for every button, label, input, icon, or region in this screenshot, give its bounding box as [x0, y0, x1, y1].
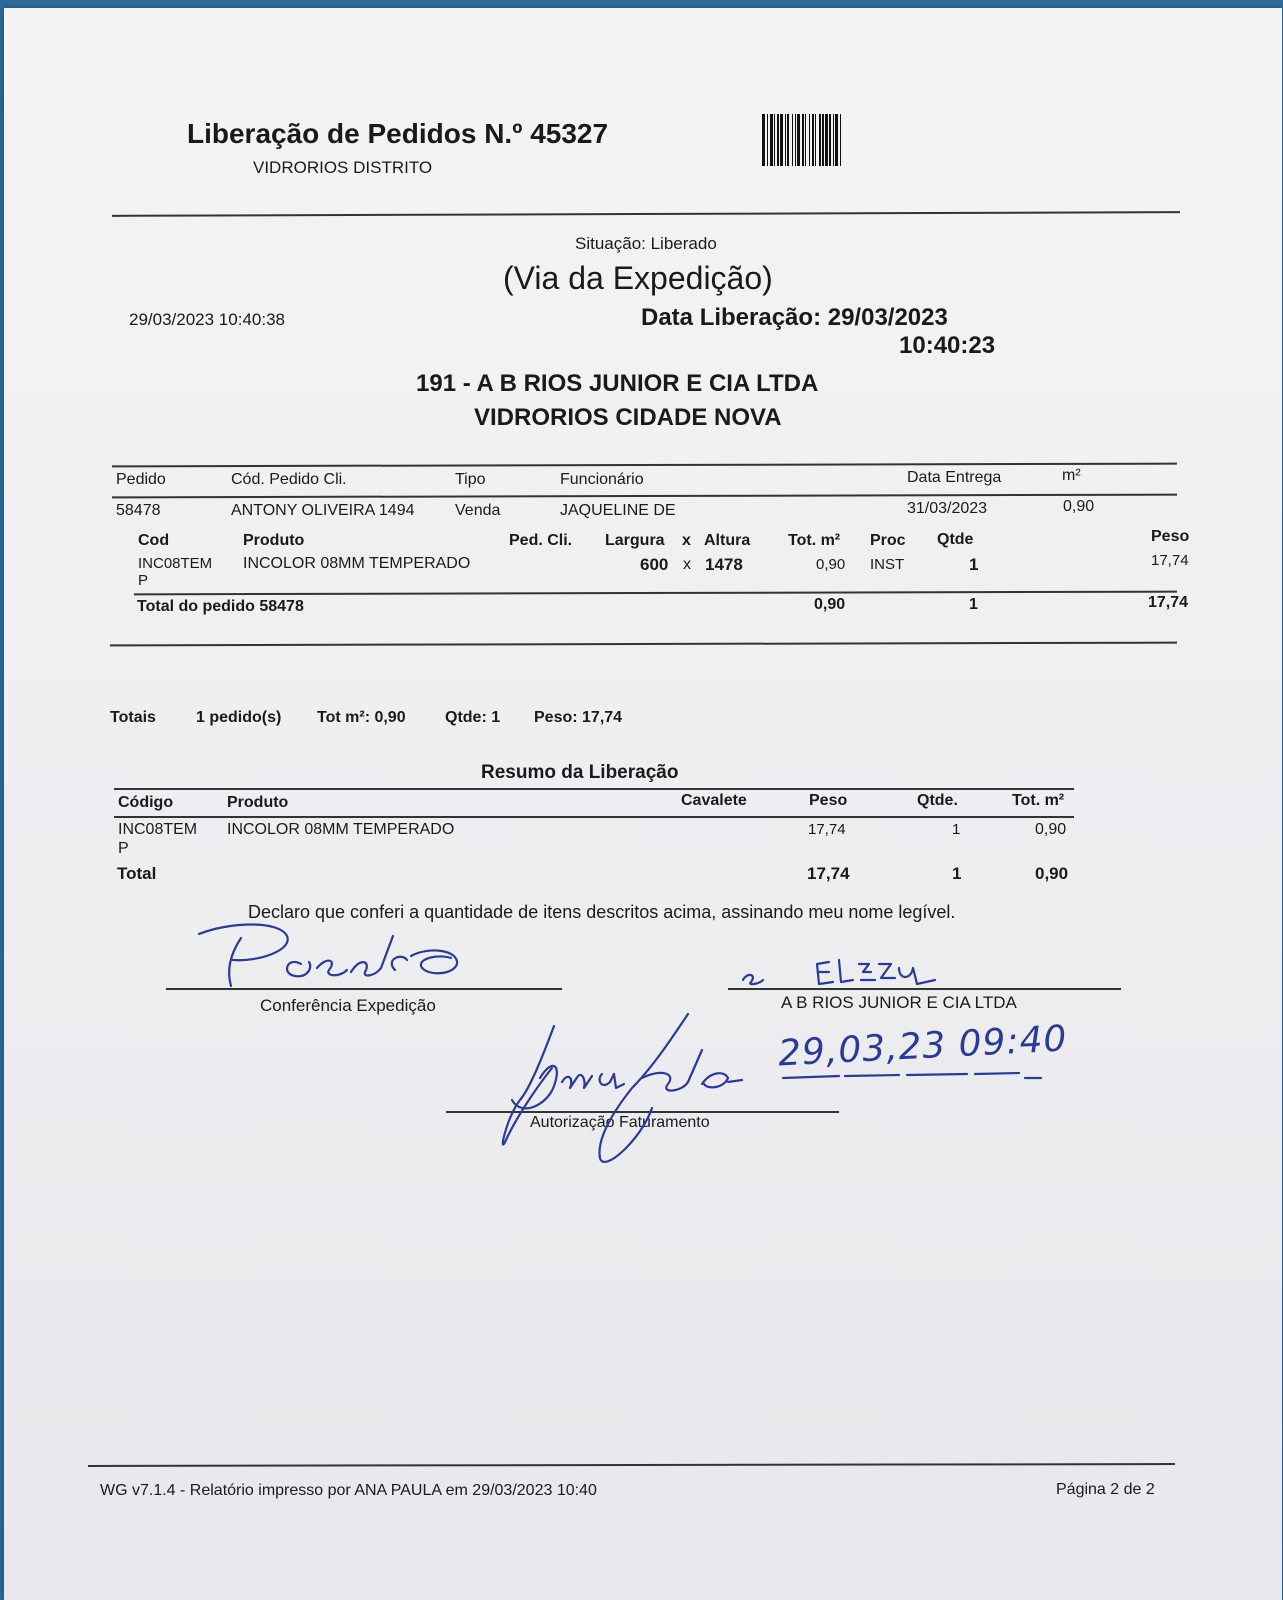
col-cod: Cod: [138, 532, 170, 549]
col-qtde: Qtde: [937, 531, 974, 548]
footer-line: [88, 1463, 1175, 1467]
signature-label-client: A B RIOS JUNIOR E CIA LTDA: [781, 993, 1017, 1012]
item-weight: 17,74: [1151, 552, 1189, 569]
item-width: 600: [640, 555, 669, 574]
summary-header-line: [114, 816, 1074, 818]
handwritten-date-underline: [779, 1070, 1079, 1084]
item-tot-m2: 0,90: [816, 556, 846, 573]
company-name: VIDRORIOS DISTRITO: [253, 158, 433, 177]
order-total-m2: 0,90: [814, 596, 846, 613]
item-height: 1478: [705, 555, 743, 574]
item-product: INCOLOR 08MM TEMPERADO: [243, 555, 471, 572]
col-tot-m2: Tot. m²: [788, 532, 841, 549]
summary-top-line: [114, 788, 1074, 790]
signature-label-autorizacao: Autorização Faturamento: [530, 1114, 710, 1131]
col-proc: Proc: [870, 532, 906, 549]
order-m2: 0,90: [1063, 498, 1095, 515]
summary-m2: 0,90: [1035, 821, 1067, 838]
summary-total-qty: 1: [952, 864, 962, 883]
totals-label: Totais: [110, 709, 156, 726]
item-code-line2: P: [138, 572, 149, 589]
status-text: Situação: Liberado: [575, 234, 717, 253]
item-proc: INST: [870, 556, 905, 573]
summary-product: INCOLOR 08MM TEMPERADO: [227, 821, 455, 838]
summary-col-peso: Peso: [809, 792, 848, 809]
col-funcionario: Funcionário: [560, 471, 644, 488]
summary-total-weight: 17,74: [807, 864, 850, 883]
signature-autorizacao: [492, 1008, 752, 1168]
via-label: (Via da Expedição): [503, 260, 773, 296]
col-tipo: Tipo: [455, 471, 486, 488]
totals-orders: 1 pedido(s): [196, 709, 282, 726]
footer-page-number: Página 2 de 2: [1056, 1481, 1155, 1498]
summary-col-produto: Produto: [227, 794, 289, 811]
col-data-entrega: Data Entrega: [907, 469, 1002, 486]
signature-label-conferencia: Conferência Expedição: [260, 996, 436, 1015]
totals-qty: Qtde: 1: [445, 709, 501, 726]
order-client-code: ANTONY OLIVEIRA 1494: [231, 502, 415, 519]
totals-m2: Tot m²: 0,90: [317, 709, 406, 726]
order-delivery-date: 31/03/2023: [907, 500, 988, 517]
document-page: [4, 8, 1282, 1600]
printed-datetime: 29/03/2023 10:40:38: [129, 310, 285, 329]
summary-col-qtde: Qtde.: [917, 792, 958, 809]
signature-client: [739, 954, 949, 994]
handwritten-date: 29,03,23 09:40: [777, 1018, 1069, 1075]
declaration-text: Declaro que conferi a quantidade de itens descritos acima, assinando meu nome legível.: [248, 902, 956, 922]
release-time: 10:40:23: [899, 332, 996, 359]
item-x: x: [683, 556, 691, 573]
col-m2: m²: [1062, 467, 1081, 484]
item-qty: 1: [969, 555, 979, 574]
col-ped-cli: Ped. Cli.: [509, 532, 573, 549]
order-employee: JAQUELINE DE: [560, 502, 676, 519]
order-total-weight: 17,74: [1148, 594, 1189, 611]
barcode: [762, 114, 956, 166]
item-code-line1: INC08TEM: [138, 555, 213, 572]
col-altura: Altura: [704, 532, 751, 549]
summary-col-tot-m2: Tot. m²: [1012, 792, 1065, 809]
col-largura: Largura: [605, 532, 665, 549]
client-name: 191 - A B RIOS JUNIOR E CIA LTDA: [416, 370, 819, 397]
items-bottom-line: [110, 642, 1177, 647]
col-produto: Produto: [243, 532, 305, 549]
header-divider: [112, 211, 1180, 217]
release-date: Data Liberação: 29/03/2023: [641, 304, 948, 331]
col-cod-pedido-cli: Cód. Pedido Cli.: [231, 471, 347, 488]
col-pedido: Pedido: [116, 471, 166, 488]
summary-col-codigo: Código: [118, 794, 174, 811]
order-type: Venda: [455, 502, 501, 519]
summary-qty: 1: [952, 821, 961, 838]
order-table-top-line: [112, 463, 1177, 468]
order-total-qty: 1: [969, 596, 978, 613]
summary-weight: 17,74: [808, 821, 846, 838]
summary-total-m2: 0,90: [1035, 864, 1069, 883]
totals-weight: Peso: 17,74: [534, 709, 623, 726]
client-store: VIDRORIOS CIDADE NOVA: [474, 404, 782, 431]
signature-conferencia: [189, 916, 489, 996]
footer-printed-by: WG v7.1.4 - Relatório impresso por ANA PAULA em 29/03/2023 10:40: [100, 1482, 597, 1499]
summary-total-label: Total: [117, 864, 157, 883]
summary-code-line1: INC08TEM: [118, 821, 198, 838]
summary-code-line2: P: [118, 840, 129, 857]
items-total-line: [134, 591, 1177, 596]
summary-col-cavalete: Cavalete: [681, 792, 747, 809]
col-peso: Peso: [1151, 528, 1190, 545]
document-title: Liberação de Pedidos N.º 45327: [187, 118, 609, 149]
col-x: x: [682, 532, 691, 549]
order-table-header-line: [112, 494, 1177, 499]
order-number: 58478: [116, 502, 161, 519]
order-total-label: Total do pedido 58478: [137, 598, 304, 615]
summary-title: Resumo da Liberação: [481, 762, 679, 783]
